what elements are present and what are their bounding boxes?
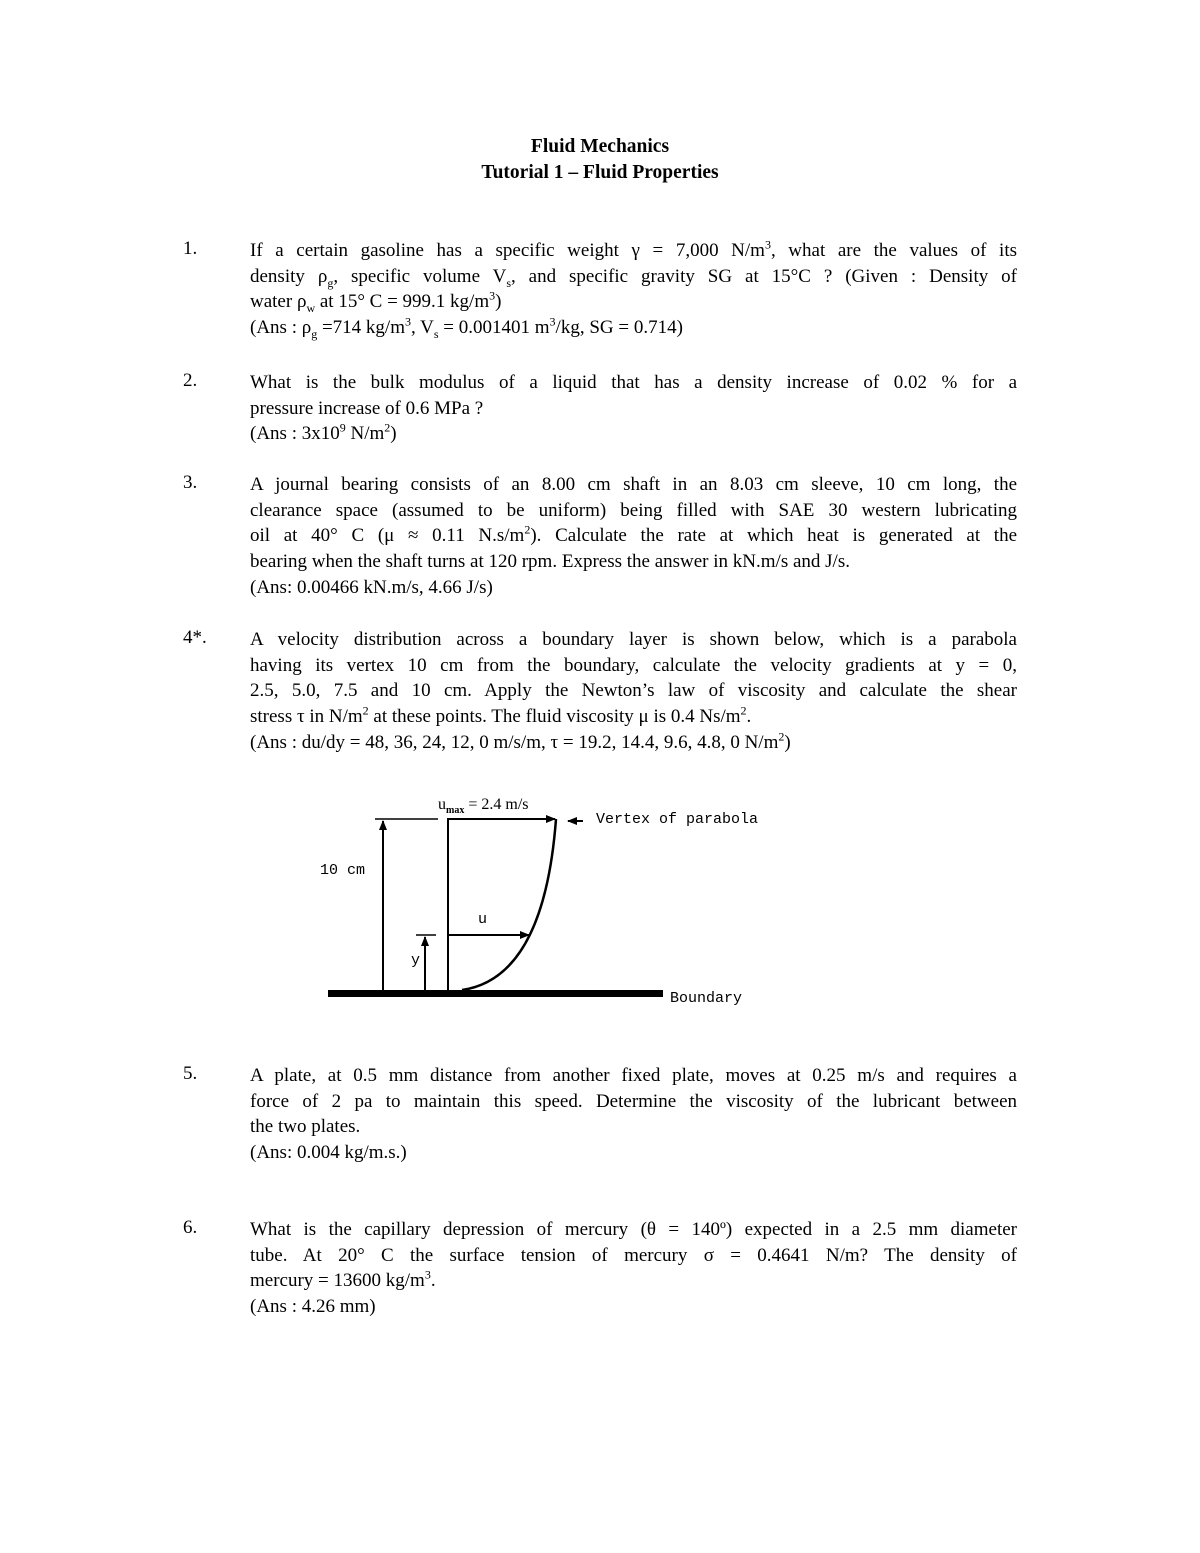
question-3-line: clearance space (assumed to be uniform) being filled with SAE 30 western lubricating [250,499,1017,521]
page-header [0,134,1200,186]
question-3-line: A journal bearing consists of an 8.00 cm shaft in an 8.03 cm sleeve, 10 cm long, the [250,474,1017,495]
question-3-answer: (Ans: 0.00466 kN.m/s, 4.66 J/s) [250,576,493,598]
question-6-line: tube. At 20° C the surface tension of mercury σ = 0.4641 N/m? The density of [250,1244,1017,1266]
question-4 [250,627,1017,756]
question-6-number: 6. [183,1217,198,1238]
question-2-line: pressure increase of 0.6 MPa ? [250,397,484,419]
question-4-line: A velocity distribution across a boundary layer is shown below, which is a parabola [250,629,1017,650]
question-5-answer: (Ans: 0.004 kg/m.s.) [250,1142,407,1164]
question-1-line: density $\rho_g$, specific volume $V_s$, and specific gravity SG at 15°C ? (Given : Density of [250,265,1017,290]
question-2-number: 2. [183,370,198,391]
boundary-layer-diagram [300,790,780,1030]
question-4-answer: (Ans : du/dy = 48, 36, 24, 12, 0 m/s/m, τ = 19.2, 14.4, 9.6, 4.8, 0 $N/m^2$) [250,729,791,753]
question-4-line: stress τ in $N/m^2$ at these points. The fluid viscosity μ is 0.4 $Ns/m^2$. [250,703,752,728]
question-4-number: 4*. [183,627,207,648]
question-2-answer: (Ans : $3x10^9$ $N/m^2$) [250,421,397,445]
question-3-number: 3. [183,472,198,493]
question-1-line: water $\rho_w$ at 15° C = 999.1 $kg/m^3$) [250,289,502,316]
height-label: 10 cm [320,862,366,879]
y-label: y [411,952,421,969]
question-1-number: 1. [183,238,198,259]
velocity-profile-curve [462,819,556,990]
question-5-number: 5. [183,1063,198,1084]
boundary-plate [328,990,663,997]
question-5-line: A plate, at 0.5 mm distance from another fixed plate, moves at 0.25 m/s and requires a [250,1065,1017,1086]
question-5-line: force of 2 pa to maintain this speed. Determine the viscosity of the lubricant between [250,1090,1017,1112]
question-3-line: oil at 40° C (μ ≈ 0.11 $N.s/m^2$). Calculate the rate at which heat is generated at the [250,523,1018,547]
question-6-line: mercury = 13600 $kg/m^3$. [250,1268,436,1292]
question-2 [250,370,1017,447]
question-5-line: the two plates. [250,1116,361,1138]
question-1 [250,238,1017,341]
question-4-line: 2.5, 5.0, 7.5 and 10 cm. Apply the Newton’s law of viscosity and calculate the shear [250,680,1017,702]
course-title: Fluid Mechanics [530,136,670,157]
question-1-answer: (Ans : $\rho_g =714$ $kg/m^3$, $V_s = 0.001401$ $m^3/kg$, SG = 0.714) [250,314,683,341]
question-2-line: What is the bulk modulus of a liquid that has a density increase of 0.02 % for a [250,372,1017,393]
question-4-line: having its vertex 10 cm from the boundary, calculate the velocity gradients at y = 0, [250,654,1017,676]
u-label: u [478,911,488,928]
question-6-answer: (Ans : 4.26 mm) [250,1296,376,1318]
question-1-line: If a certain gasoline has a specific weight γ = 7,000 $N/m^3$, what are the values of its [250,237,1017,261]
boundary-label: Boundary [670,990,743,1007]
umax-label: $u_{max} = 2.4$ m/s [438,796,529,817]
vertex-label: Vertex of parabola [596,811,759,828]
question-3 [250,472,1017,601]
question-5 [250,1063,1017,1166]
question-3-line: bearing when the shaft turns at 120 rpm. Express the answer in kN.m/s and J/s. [250,551,850,573]
question-6 [250,1217,1017,1320]
tutorial-title: Tutorial 1 – Fluid Properties [481,162,719,183]
question-6-line: What is the capillary depression of mercury (θ = 140º) expected in a 2.5 mm diameter [250,1219,1017,1240]
